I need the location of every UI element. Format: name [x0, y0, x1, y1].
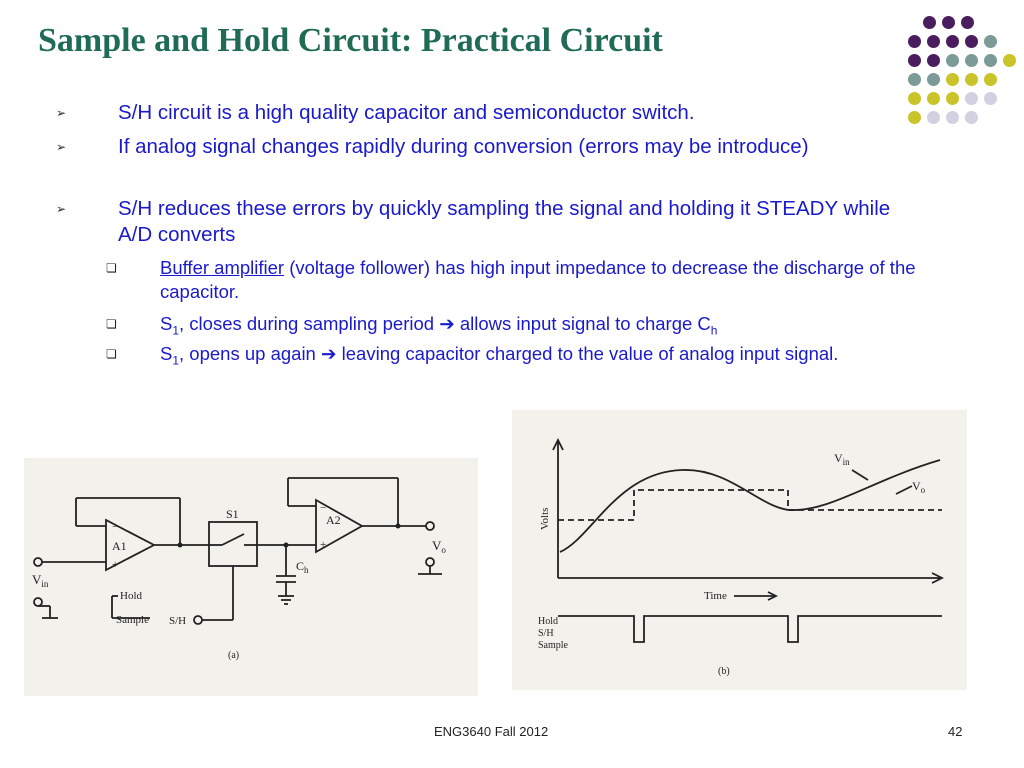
- dot: [965, 73, 978, 86]
- c-subscript: h: [710, 323, 718, 338]
- sub-bullet-body-2: leaving capacitor charged to the value of analog input signal.: [336, 343, 839, 364]
- dot: [946, 111, 959, 124]
- waveform-diagram: [512, 410, 967, 690]
- s-subscript: 1: [172, 323, 180, 338]
- a1-label: A1: [112, 539, 127, 553]
- sub-bullet-text: [160, 312, 930, 336]
- sh-label: S/H: [538, 628, 554, 639]
- s-label: S: [160, 343, 173, 364]
- dot: [908, 73, 921, 86]
- dot: [908, 35, 921, 48]
- dot: [1003, 54, 1016, 67]
- dot: [984, 54, 997, 67]
- circuit-svg: [24, 458, 478, 696]
- dot: [908, 54, 921, 67]
- dot: [965, 111, 978, 124]
- s1-label: S1: [226, 507, 239, 521]
- sh-label: S/H: [169, 615, 187, 627]
- sample-label: Sample: [116, 614, 149, 626]
- dot: [961, 16, 974, 29]
- minus-sign: −: [112, 521, 119, 533]
- dot: [946, 92, 959, 105]
- dot: [984, 35, 997, 48]
- x-axis-label: Time: [704, 590, 727, 602]
- dot: [946, 73, 959, 86]
- dot: [927, 111, 940, 124]
- arrow-bullet-icon: ➢: [56, 106, 67, 120]
- sub-bullet-body: , opens up again: [179, 343, 321, 364]
- waveform-svg: [512, 410, 967, 690]
- arrow-bullet-icon: ➢: [56, 140, 67, 154]
- s-label: S: [160, 313, 173, 334]
- slide-number: 42: [948, 724, 963, 739]
- vin-label: $V_{in}$: [32, 572, 49, 589]
- footer-course: ENG3640 Fall 2012: [434, 724, 549, 739]
- hold-label: Hold: [120, 590, 142, 602]
- square-bullet-icon: ❏: [106, 347, 117, 361]
- vin-wave-label: $V_{in}$: [834, 451, 850, 467]
- dot: [984, 92, 997, 105]
- minus-sign: −: [320, 502, 327, 514]
- sub-bullet-body: (voltage follower) has high input impedance to decrease the discharge of the capacitor.: [160, 257, 916, 302]
- slide-title: Sample and Hold Circuit: Practical Circuit: [38, 22, 663, 59]
- square-bullet-icon: ❏: [106, 261, 117, 275]
- dot: [927, 35, 940, 48]
- vo-label: $V_o$: [432, 538, 446, 555]
- sub-bullet-text: [160, 342, 930, 366]
- dot: [923, 16, 936, 29]
- dot: [927, 92, 940, 105]
- dot: [927, 73, 940, 86]
- dot: [965, 54, 978, 67]
- figure-a-caption: (a): [228, 650, 240, 661]
- sub-bullet-text: [160, 256, 930, 304]
- hold-label: Hold: [538, 616, 558, 627]
- dot: [965, 92, 978, 105]
- sub-bullet-body: , closes during sampling period: [179, 313, 440, 334]
- s-subscript: 1: [172, 353, 180, 368]
- bullet-text: If analog signal changes rapidly during conversion (errors may be introduce): [118, 135, 809, 158]
- dot: [984, 73, 997, 86]
- figure-b-caption: (b): [718, 666, 730, 677]
- plus-sign: +: [112, 559, 119, 571]
- dot: [946, 54, 959, 67]
- square-bullet-icon: ❏: [106, 317, 117, 331]
- dot: [942, 16, 955, 29]
- arrow-bullet-icon: ➢: [56, 202, 67, 216]
- dot: [965, 35, 978, 48]
- a2-label: A2: [326, 513, 341, 527]
- bullet-text: S/H reduces these errors by quickly sampling the signal and holding it STEADY while A/D converts: [118, 197, 891, 246]
- plus-sign: +: [320, 539, 327, 551]
- bullet-text: S/H circuit is a high quality capacitor and semiconductor switch.: [118, 101, 695, 124]
- dot: [927, 54, 940, 67]
- arrow-icon: ➔: [439, 313, 455, 334]
- y-axis-label: Volts: [539, 507, 551, 530]
- circuit-diagram: [24, 458, 478, 696]
- buffer-amplifier-link[interactable]: Buffer amplifier: [160, 257, 285, 278]
- ch-label: $C_h$: [296, 559, 309, 575]
- arrow-icon: ➔: [320, 343, 337, 364]
- decorative-dot-grid: [908, 12, 1020, 130]
- dot: [946, 35, 959, 48]
- vo-wave-label: $V_o$: [912, 479, 926, 495]
- sub-bullet-body-2: allows input signal to charge C: [454, 313, 711, 334]
- sample-label: Sample: [538, 640, 568, 651]
